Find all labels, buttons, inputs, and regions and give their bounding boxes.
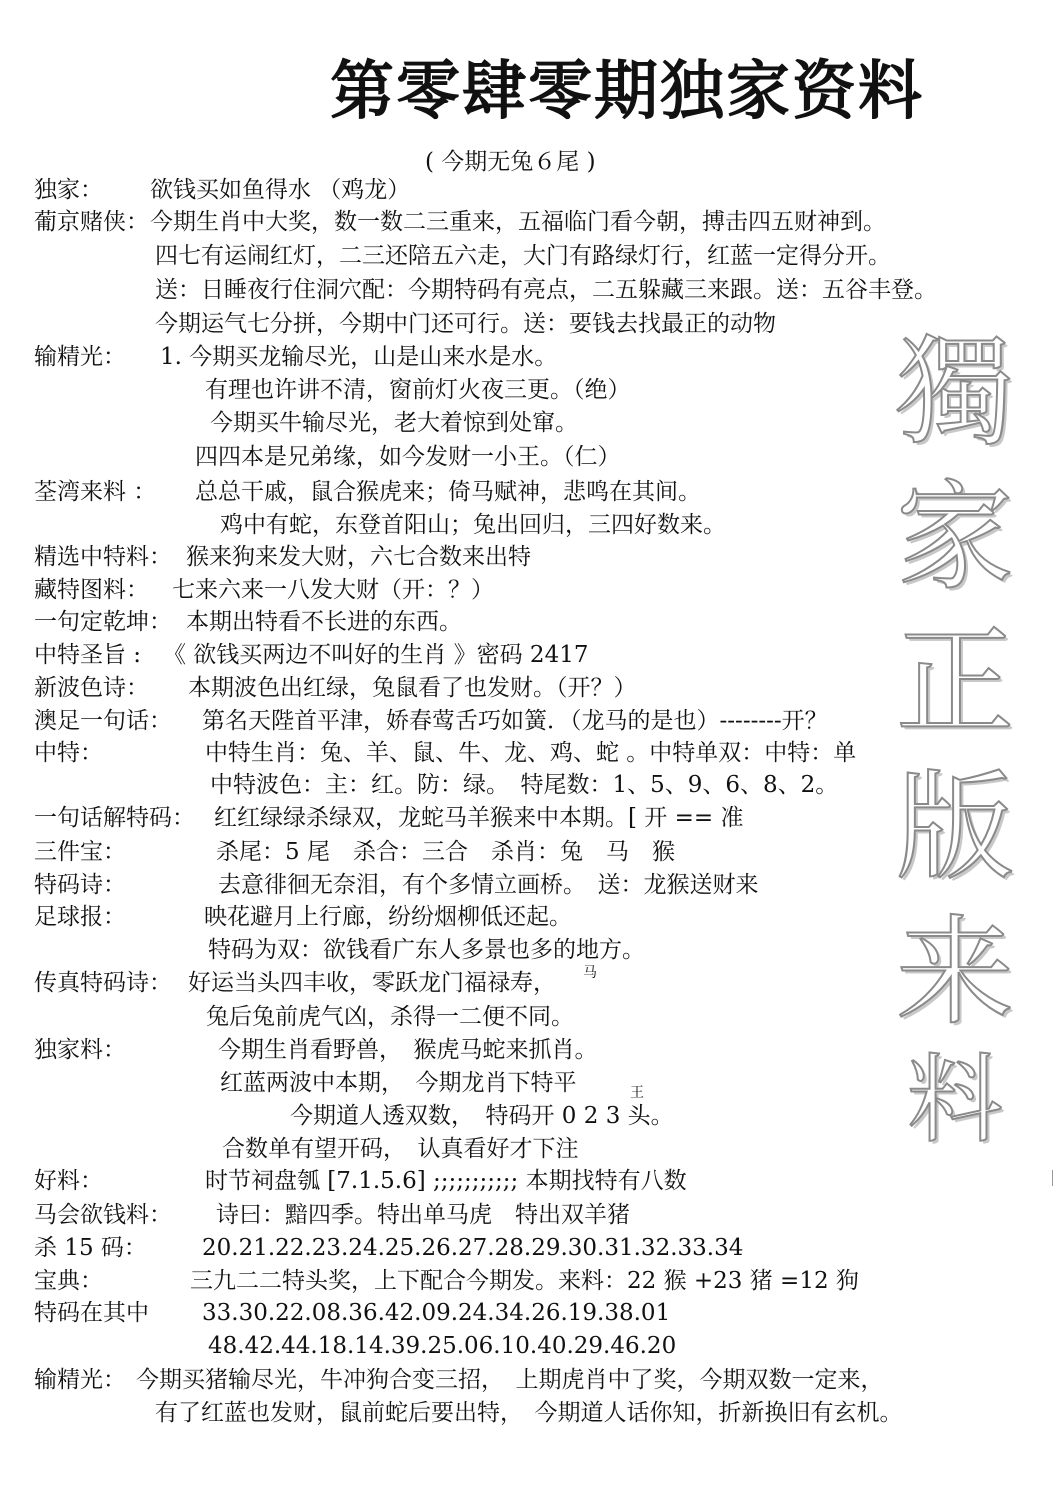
line-label: 传真特码诗： xyxy=(34,970,172,996)
line-text: 今期生肖看野兽， 猴虎马蛇来抓肖。 xyxy=(218,1037,598,1063)
watermark-char: 獨 xyxy=(895,323,1014,461)
line-text: 20.21.22.23.24.25.26.27.28.29.30.31.32.33.34 xyxy=(202,1235,744,1261)
line-label: 葡京赌侠： xyxy=(34,209,149,235)
line-text: 合数单有望开码， 认真看好才下注 xyxy=(222,1136,579,1162)
subtitle: ( 今期无兔６尾 ) xyxy=(425,149,596,175)
line-text: 1. 今期买龙输尽光，山是山来水是水。 xyxy=(160,344,558,370)
line-text: 时节祠盘瓠 [7.1.5.6] ;;;;;;;;;;; 本期找特有八数 xyxy=(205,1168,687,1194)
line-text: 猴来狗来发大财，六七合数来出特 xyxy=(186,544,531,570)
line-label: 好料： xyxy=(34,1168,103,1194)
line-label: 杀 15 码： xyxy=(34,1235,147,1261)
line-text: 红蓝两波中本期， 今期龙肖下特平 xyxy=(220,1070,577,1096)
margin-note: 马 xyxy=(583,965,597,981)
line-text: 33.30.22.08.36.42.09.24.34.26.19.38.01 xyxy=(202,1300,671,1326)
watermark-char: 正 xyxy=(895,613,1014,751)
line-text: 中特波色：主：红。防：绿。 特尾数：1、5、9、6、8、2。 xyxy=(210,772,839,798)
line-text: 三九二二特头奖，上下配合今期发。来料：22 猴 +23 猪 =12 狗 xyxy=(190,1268,859,1294)
line-text: 杀尾：5 尾 杀合：三合 杀肖：兔 马 猴 xyxy=(216,839,675,865)
line-text: 今期道人透双数， 特码开 0 2 3 头。 xyxy=(290,1103,674,1129)
line-text: 第名天陛首平津，娇春莺舌巧如簧．（龙马的是也）--------开？ xyxy=(202,708,828,734)
line-text: 七来六来一八发大财（开：？） xyxy=(172,577,494,603)
line-text: 本期出特看不长进的东西。 xyxy=(186,609,462,635)
line-label: 中特圣旨 : xyxy=(34,642,142,668)
line-text: 本期波色出红绿，兔鼠看了也发财。（开？） xyxy=(188,675,637,701)
line-text: 红红绿绿杀绿双，龙蛇马羊猴来中本期。[ 开 == 准 xyxy=(214,805,744,831)
line-label: 中特： xyxy=(34,740,103,766)
line-label: 特码在其中 xyxy=(34,1300,149,1326)
line-label: 特码诗： xyxy=(34,872,126,898)
line-text: 鸡中有蛇，东登首阳山；兔出回归，三四好数来。 xyxy=(220,512,726,538)
line-text: 送：日睡夜行住洞穴配：今期特码有亮点，二五躲藏三来跟。送：五谷丰登。 xyxy=(155,277,937,303)
line-text: 去意徘徊无奈泪，有个多情立画桥。 送：龙猴送财来 xyxy=(218,872,759,898)
line-text: 诗曰：黯四季。特出单马虎 特出双羊猪 xyxy=(216,1202,630,1228)
line-label: 三件宝： xyxy=(34,839,126,865)
line-text: 中特生肖：兔、羊、鼠、牛、龙、鸡、蛇 。中特单双：中特：单 xyxy=(205,740,857,766)
line-label: 独家料： xyxy=(34,1037,126,1063)
line-text: 《 欲钱买两边不叫好的生肖 》密码 2417 xyxy=(163,642,589,668)
watermark-char: 家 xyxy=(895,468,1014,606)
watermark-char: 来 xyxy=(895,903,1014,1041)
line-label: 输精光： xyxy=(34,344,126,370)
line-text: 四七有运闹红灯，二三还陪五六走，大门有路绿灯行，红蓝一定得分开。 xyxy=(155,243,891,269)
line-label: 澳足一句话： xyxy=(34,708,172,734)
watermark-char: 料 xyxy=(907,1044,1003,1156)
edge-mark xyxy=(1052,1170,1059,1186)
line-text: 四四本是兄弟缘，如今发财一小王。（仁） xyxy=(195,444,621,470)
line-text: 有理也许讲不清，窗前灯火夜三更。（绝） xyxy=(205,377,631,403)
line-text: 欲钱买如鱼得水 （鸡龙） xyxy=(150,177,411,203)
line-label: 宝典： xyxy=(34,1268,103,1294)
line-label: 独家： xyxy=(34,177,103,203)
line-label: 新波色诗： xyxy=(34,675,149,701)
line-label: 马会欲钱料： xyxy=(34,1202,172,1228)
line-text: 今期买牛输尽光，老大着惊到处窜。 xyxy=(210,410,578,436)
page-title: 第零肆零期独家资料 xyxy=(330,55,924,129)
margin-note: 王 xyxy=(630,1085,644,1101)
line-text: 兔后兔前虎气凶，杀得一二便不同。 xyxy=(206,1004,574,1030)
line-text: 今期生肖中大奖，数一数二三重来，五福临门看今朝，搏击四五财神到。 xyxy=(150,209,886,235)
line-text: 总总干戚，鼠合猴虎来；倚马赋神，悲鸣在其间。 xyxy=(195,479,701,505)
watermark-char: 版 xyxy=(895,758,1014,896)
line-label: 精选中特料： xyxy=(34,544,172,570)
line-text: 今期买猪输尽光，牛冲狗合变三招， 上期虎肖中了奖，今期双数一定来， xyxy=(136,1367,884,1393)
watermark-vertical-text xyxy=(880,320,1030,1155)
line-label: 一句话解特码： xyxy=(34,805,195,831)
line-text: 有了红蓝也发财，鼠前蛇后要出特， 今期道人话你知，折新换旧有玄机。 xyxy=(155,1400,903,1426)
line-label: 藏特图料： xyxy=(34,577,149,603)
line-label: 足球报： xyxy=(34,904,126,930)
line-text: 映花避月上行廊，纷纷烟柳低还起。 xyxy=(204,904,572,930)
line-text: 48.42.44.18.14.39.25.06.10.40.29.46.20 xyxy=(208,1333,677,1359)
line-label: 一句定乾坤： xyxy=(34,609,172,635)
line-label: 荃湾来料 ： xyxy=(34,479,157,505)
line-text: 今期运气七分拼，今期中门还可行。送：要钱去找最正的动物 xyxy=(155,311,776,337)
line-text: 好运当头四丰收，零跃龙门福禄寿， xyxy=(188,970,556,996)
line-text: 特码为双：欲钱看广东人多景也多的地方。 xyxy=(208,937,645,963)
line-label: 输精光： xyxy=(34,1367,126,1393)
